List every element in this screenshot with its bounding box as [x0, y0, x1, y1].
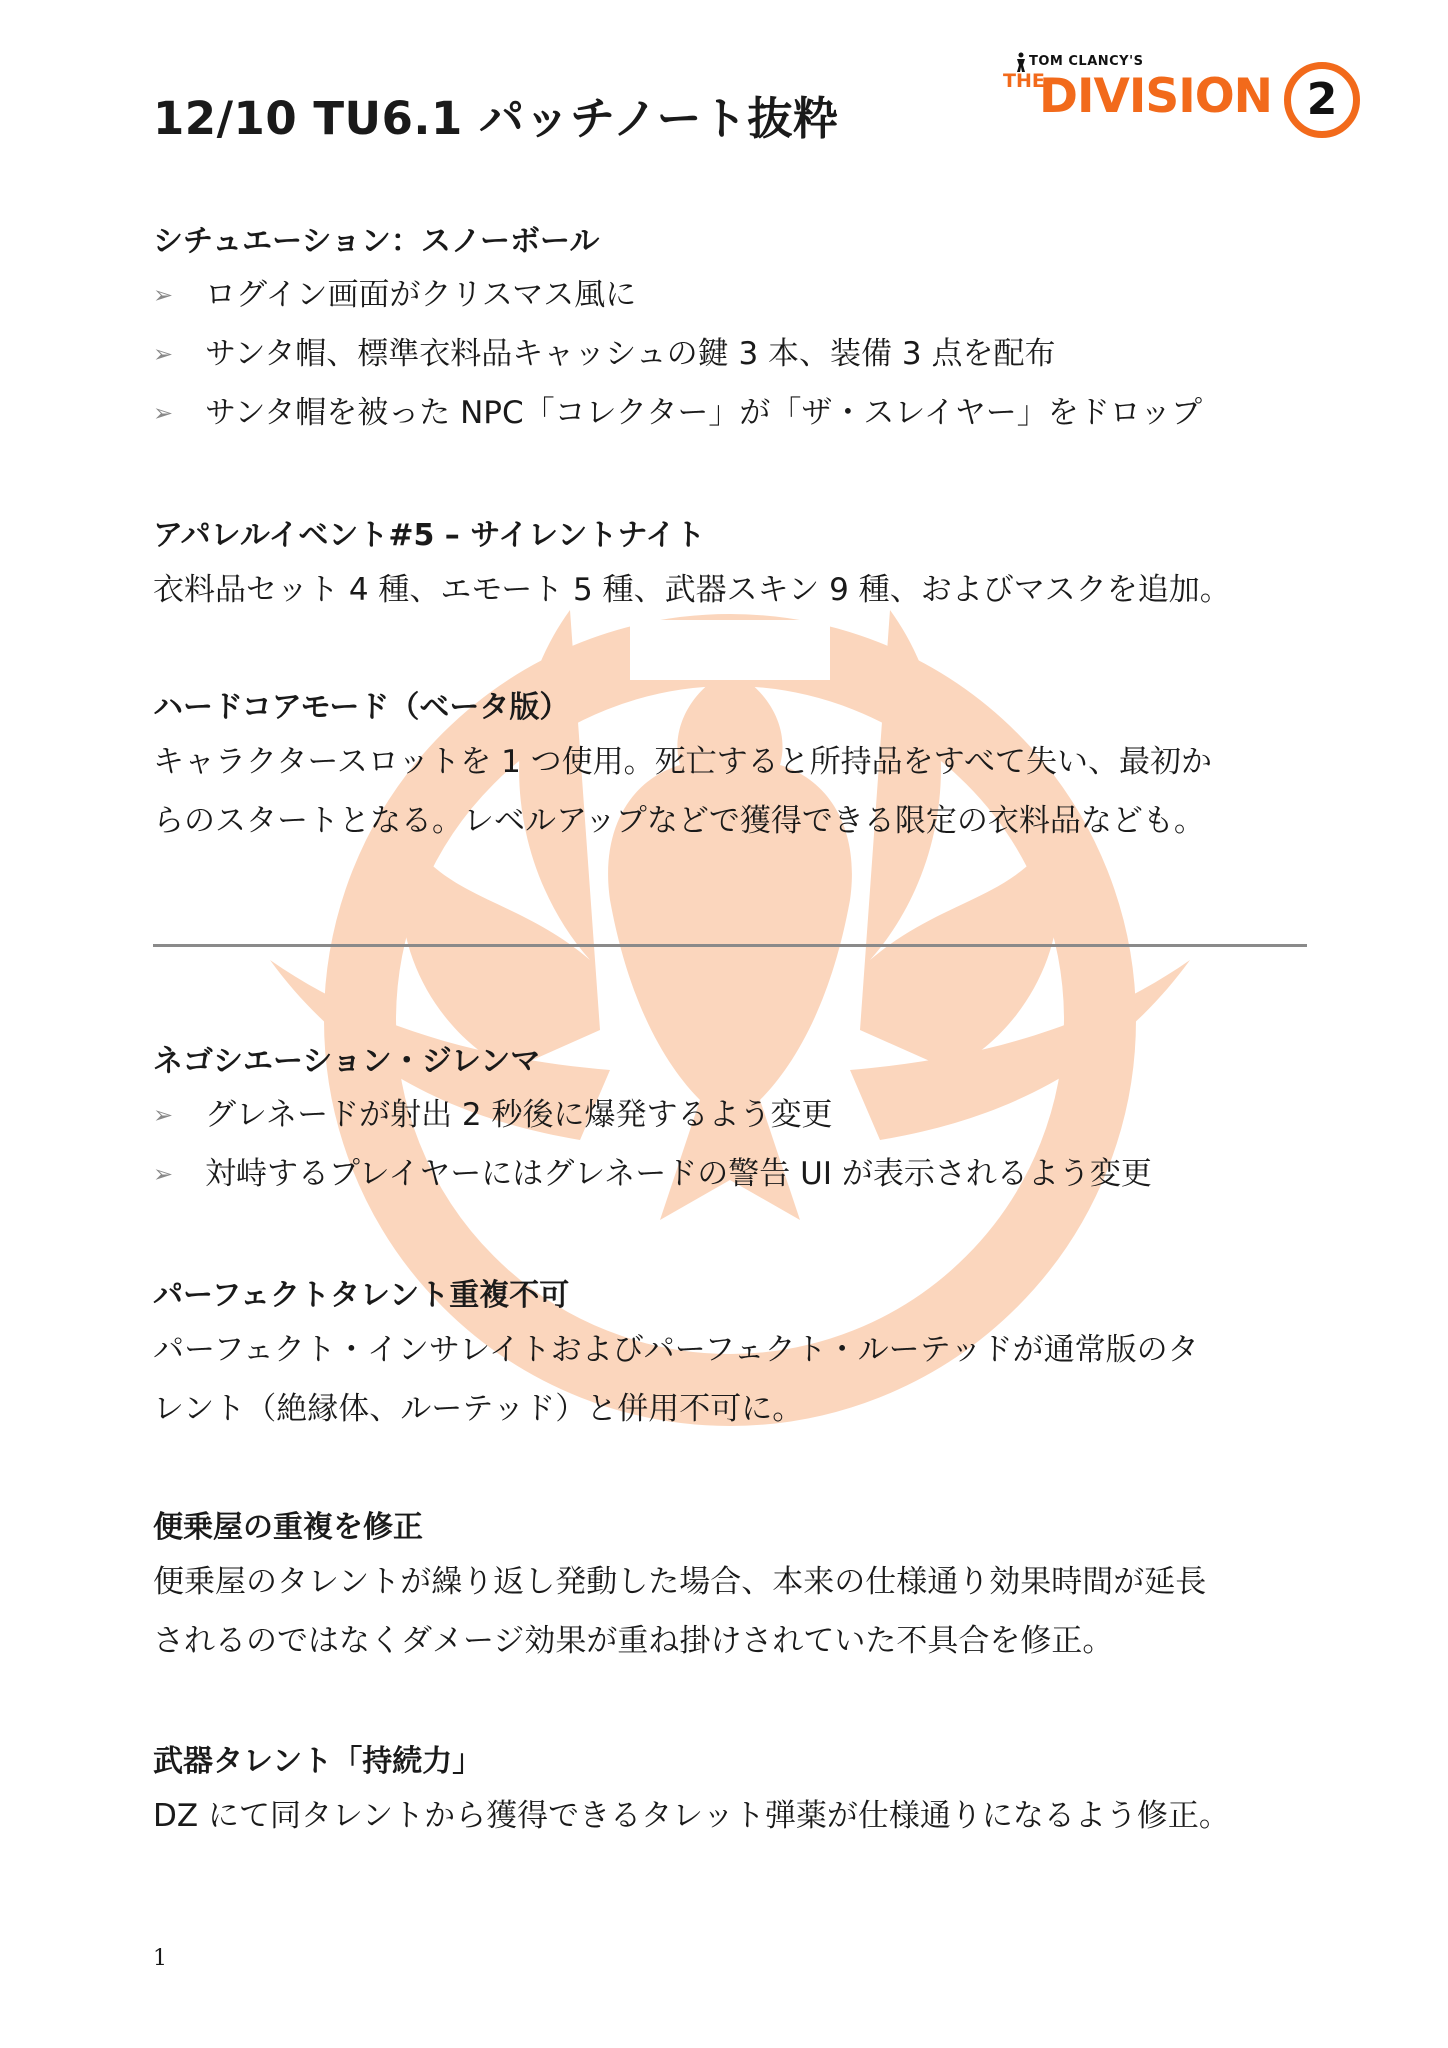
section-snowball: [153, 222, 1333, 443]
section-heading: 武器タレント「持続力」: [153, 1744, 483, 1779]
section-heading: ネゴシエーション・ジレンマ: [153, 1044, 541, 1079]
section-negotiation-dilemma: [153, 1042, 1333, 1204]
section-text: DZ にて同タレントから獲得できるタレット弾薬が仕様通りになるよう修正。: [153, 1798, 1230, 1834]
arrow-bullet-icon: ➢: [153, 281, 174, 309]
arrow-bullet-icon: ➢: [153, 1101, 174, 1129]
section-text: されるのではなくダメージ効果が重ね掛けされていた不具合を修正。: [153, 1623, 1114, 1659]
arrow-bullet-icon: ➢: [153, 1160, 174, 1188]
section-heading: シチュエーション：スノーボール: [153, 224, 600, 259]
list-item: ➢ ログイン画面がクリスマス風に: [153, 266, 1333, 325]
section-perfect-talent: [153, 1276, 1333, 1439]
section-heading: 便乗屋の重複を修正: [153, 1510, 423, 1545]
section-heading: ハードコアモード（ベータ版）: [153, 690, 570, 725]
section-text: 便乗屋のタレントが繰り返し発動した場合、本来の仕様通り効果時間が延長: [153, 1564, 1207, 1600]
logo-name: DIVISION: [1039, 69, 1272, 124]
list-item: ➢ サンタ帽、標準衣料品キャッシュの鍵 3 本、装備 3 点を配布: [153, 325, 1333, 384]
section-opportunist-fix: [153, 1508, 1333, 1671]
logo-prefix: THE: [1003, 70, 1045, 92]
agent-silhouette-icon: [1013, 52, 1029, 72]
logo-number: 2: [1306, 74, 1338, 125]
section-text: パーフェクト・インサレイトおよびパーフェクト・ルーテッドが通常版のタ: [153, 1332, 1199, 1368]
section-heading: パーフェクトタレント重複不可: [153, 1278, 570, 1313]
arrow-bullet-icon: ➢: [153, 340, 174, 368]
list-item: ➢ サンタ帽を被った NPC「コレクター」が「ザ・スレイヤー」をドロップ: [153, 384, 1333, 443]
section-text: らのスタートとなる。レベルアップなどで獲得できる限定の衣料品なども。: [153, 803, 1205, 839]
section-weapon-talent: [153, 1742, 1333, 1846]
section-text: 衣料品セット 4 種、エモート 5 種、武器スキン 9 種、およびマスクを追加。: [153, 572, 1231, 608]
section-apparel-event: [153, 516, 1333, 620]
list-item: ➢ 対峙するプレイヤーにはグレネードの警告 UI が表示されるよう変更: [153, 1145, 1333, 1204]
list-item: ➢ グレネードが射出 2 秒後に爆発するよう変更: [153, 1086, 1333, 1145]
section-hardcore-mode: [153, 688, 1333, 851]
section-divider: [153, 944, 1307, 947]
document-title: 12/10 TU6.1 パッチノート抜粋: [153, 92, 839, 145]
section-text: レント（絶縁体、ルーテッド）と併用不可に。: [153, 1391, 804, 1427]
section-heading: アパレルイベント#5 – サイレントナイト: [153, 518, 706, 553]
division-2-logo: [1001, 52, 1366, 134]
section-text: キャラクタースロットを 1 つ使用。死亡すると所持品をすべて失い、最初か: [153, 744, 1213, 780]
arrow-bullet-icon: ➢: [153, 399, 174, 427]
logo-tagline: TOM CLANCY'S: [1029, 54, 1144, 69]
page-number: 1: [153, 1946, 167, 1971]
